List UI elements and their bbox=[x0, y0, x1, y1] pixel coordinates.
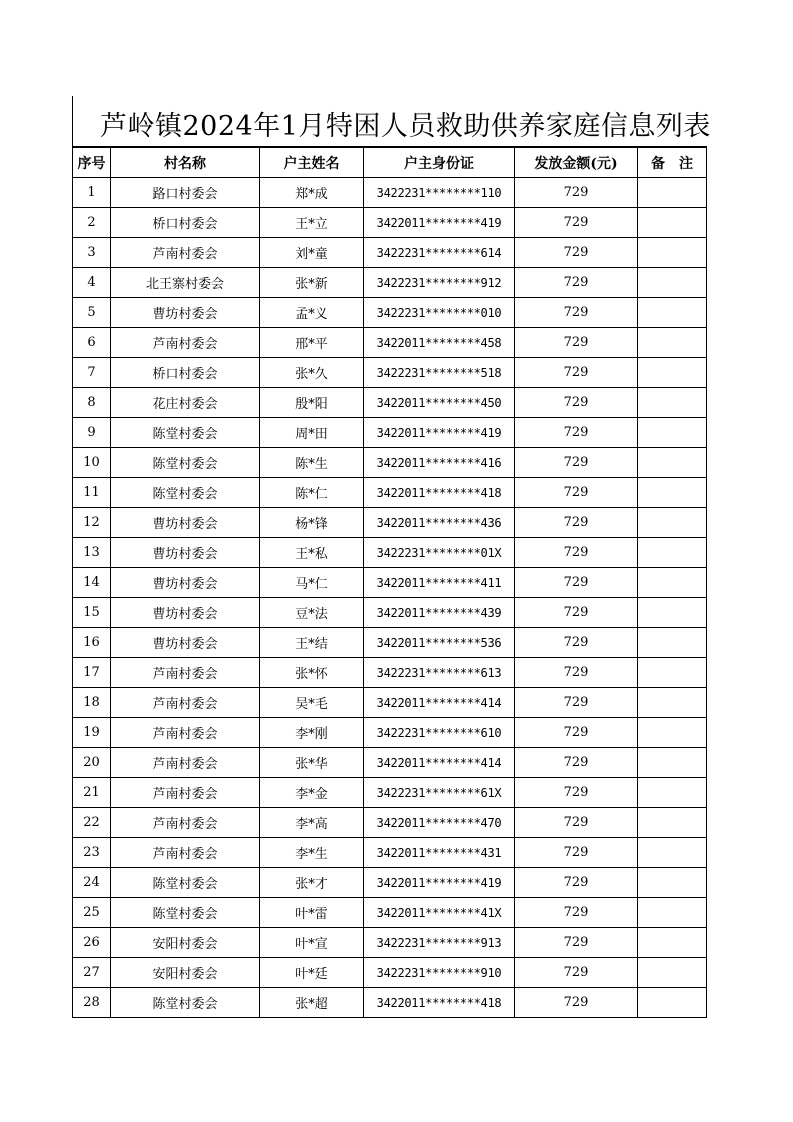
cell-id: 3422011********418 bbox=[364, 478, 515, 508]
cell-amount: 729 bbox=[515, 178, 638, 208]
table-row bbox=[73, 478, 707, 508]
table-row bbox=[73, 898, 707, 928]
cell-name: 李*高 bbox=[260, 808, 364, 838]
cell-village: 芦南村委会 bbox=[111, 838, 260, 868]
cell-id: 3422231********613 bbox=[364, 658, 515, 688]
cell-amount: 729 bbox=[515, 628, 638, 658]
cell-note bbox=[638, 418, 707, 448]
cell-note bbox=[638, 358, 707, 388]
table-row bbox=[73, 238, 707, 268]
cell-village: 芦南村委会 bbox=[111, 718, 260, 748]
header-name: 户主姓名 bbox=[260, 147, 364, 178]
cell-village: 芦南村委会 bbox=[111, 688, 260, 718]
cell-note bbox=[638, 778, 707, 808]
cell-village: 路口村委会 bbox=[111, 178, 260, 208]
cell-seq: 8 bbox=[73, 388, 111, 418]
cell-name: 张*怀 bbox=[260, 658, 364, 688]
cell-id: 3422231********110 bbox=[364, 178, 515, 208]
cell-note bbox=[638, 208, 707, 238]
cell-name: 张*超 bbox=[260, 988, 364, 1018]
table-row bbox=[73, 838, 707, 868]
page-title: 芦岭镇2024年1月特困人员救助供养家庭信息列表 bbox=[100, 111, 711, 142]
cell-name: 张*才 bbox=[260, 868, 364, 898]
cell-name: 马*仁 bbox=[260, 568, 364, 598]
cell-amount: 729 bbox=[515, 598, 638, 628]
cell-seq: 27 bbox=[73, 958, 111, 988]
cell-village: 芦南村委会 bbox=[111, 748, 260, 778]
cell-village: 曹坊村委会 bbox=[111, 628, 260, 658]
table-row bbox=[73, 688, 707, 718]
cell-amount: 729 bbox=[515, 898, 638, 928]
table-row bbox=[73, 568, 707, 598]
cell-id: 3422231********610 bbox=[364, 718, 515, 748]
cell-name: 郑*成 bbox=[260, 178, 364, 208]
cell-id: 3422231********61X bbox=[364, 778, 515, 808]
cell-name: 李*生 bbox=[260, 838, 364, 868]
cell-village: 曹坊村委会 bbox=[111, 598, 260, 628]
cell-village: 桥口村委会 bbox=[111, 358, 260, 388]
cell-amount: 729 bbox=[515, 388, 638, 418]
cell-village: 安阳村委会 bbox=[111, 928, 260, 958]
cell-note bbox=[638, 658, 707, 688]
cell-id: 3422011********431 bbox=[364, 838, 515, 868]
cell-name: 殷*阳 bbox=[260, 388, 364, 418]
cell-village: 曹坊村委会 bbox=[111, 538, 260, 568]
cell-amount: 729 bbox=[515, 838, 638, 868]
cell-amount: 729 bbox=[515, 958, 638, 988]
table-row bbox=[73, 808, 707, 838]
cell-note bbox=[638, 838, 707, 868]
cell-amount: 729 bbox=[515, 568, 638, 598]
cell-id: 3422231********010 bbox=[364, 298, 515, 328]
cell-seq: 16 bbox=[73, 628, 111, 658]
cell-name: 张*久 bbox=[260, 358, 364, 388]
cell-amount: 729 bbox=[515, 298, 638, 328]
cell-amount: 729 bbox=[515, 538, 638, 568]
table-row bbox=[73, 298, 707, 328]
cell-seq: 2 bbox=[73, 208, 111, 238]
cell-seq: 14 bbox=[73, 568, 111, 598]
cell-seq: 1 bbox=[73, 178, 111, 208]
cell-id: 3422231********913 bbox=[364, 928, 515, 958]
cell-name: 叶*廷 bbox=[260, 958, 364, 988]
table-row bbox=[73, 868, 707, 898]
cell-name: 陈*仁 bbox=[260, 478, 364, 508]
cell-note bbox=[638, 268, 707, 298]
cell-note bbox=[638, 718, 707, 748]
cell-id: 3422231********01X bbox=[364, 538, 515, 568]
cell-note bbox=[638, 178, 707, 208]
cell-note bbox=[638, 988, 707, 1018]
cell-id: 3422011********416 bbox=[364, 448, 515, 478]
cell-village: 陈堂村委会 bbox=[111, 898, 260, 928]
cell-name: 叶*宣 bbox=[260, 928, 364, 958]
cell-note bbox=[638, 868, 707, 898]
table-row bbox=[73, 178, 707, 208]
header-row bbox=[73, 147, 707, 178]
cell-id: 3422011********419 bbox=[364, 418, 515, 448]
cell-id: 3422011********411 bbox=[364, 568, 515, 598]
cell-seq: 15 bbox=[73, 598, 111, 628]
cell-amount: 729 bbox=[515, 658, 638, 688]
cell-note bbox=[638, 298, 707, 328]
header-amount: 发放金额(元) bbox=[515, 147, 638, 178]
cell-note bbox=[638, 388, 707, 418]
cell-seq: 3 bbox=[73, 238, 111, 268]
table-row bbox=[73, 598, 707, 628]
cell-seq: 20 bbox=[73, 748, 111, 778]
table-row bbox=[73, 538, 707, 568]
header-note: 备 注 bbox=[638, 147, 707, 178]
cell-id: 3422011********419 bbox=[364, 208, 515, 238]
cell-village: 芦南村委会 bbox=[111, 238, 260, 268]
table-row bbox=[73, 958, 707, 988]
cell-id: 3422011********439 bbox=[364, 598, 515, 628]
cell-note bbox=[638, 328, 707, 358]
cell-seq: 5 bbox=[73, 298, 111, 328]
cell-id: 3422011********450 bbox=[364, 388, 515, 418]
cell-seq: 12 bbox=[73, 508, 111, 538]
cell-name: 吴*毛 bbox=[260, 688, 364, 718]
cell-note bbox=[638, 238, 707, 268]
cell-name: 杨*锋 bbox=[260, 508, 364, 538]
cell-id: 3422011********536 bbox=[364, 628, 515, 658]
cell-amount: 729 bbox=[515, 448, 638, 478]
cell-name: 张*新 bbox=[260, 268, 364, 298]
cell-id: 3422011********414 bbox=[364, 748, 515, 778]
cell-seq: 26 bbox=[73, 928, 111, 958]
cell-seq: 6 bbox=[73, 328, 111, 358]
cell-id: 3422011********414 bbox=[364, 688, 515, 718]
cell-amount: 729 bbox=[515, 718, 638, 748]
cell-village: 陈堂村委会 bbox=[111, 988, 260, 1018]
cell-village: 芦南村委会 bbox=[111, 658, 260, 688]
cell-name: 孟*义 bbox=[260, 298, 364, 328]
cell-amount: 729 bbox=[515, 328, 638, 358]
cell-village: 安阳村委会 bbox=[111, 958, 260, 988]
header-village: 村名称 bbox=[111, 147, 260, 178]
cell-seq: 25 bbox=[73, 898, 111, 928]
cell-village: 北王寨村委会 bbox=[111, 268, 260, 298]
cell-id: 3422011********458 bbox=[364, 328, 515, 358]
cell-note bbox=[638, 958, 707, 988]
cell-id: 3422011********436 bbox=[364, 508, 515, 538]
table-row bbox=[73, 628, 707, 658]
cell-note bbox=[638, 478, 707, 508]
cell-note bbox=[638, 898, 707, 928]
relief-table bbox=[72, 146, 707, 1018]
table-row bbox=[73, 988, 707, 1018]
cell-amount: 729 bbox=[515, 208, 638, 238]
cell-amount: 729 bbox=[515, 928, 638, 958]
cell-name: 叶*雷 bbox=[260, 898, 364, 928]
table-row bbox=[73, 208, 707, 238]
cell-name: 李*金 bbox=[260, 778, 364, 808]
cell-seq: 7 bbox=[73, 358, 111, 388]
cell-village: 芦南村委会 bbox=[111, 808, 260, 838]
cell-village: 曹坊村委会 bbox=[111, 568, 260, 598]
cell-amount: 729 bbox=[515, 808, 638, 838]
cell-name: 李*刚 bbox=[260, 718, 364, 748]
table-row bbox=[73, 928, 707, 958]
header-seq: 序号 bbox=[73, 147, 111, 178]
cell-seq: 22 bbox=[73, 808, 111, 838]
table-row bbox=[73, 358, 707, 388]
cell-amount: 729 bbox=[515, 868, 638, 898]
cell-seq: 9 bbox=[73, 418, 111, 448]
cell-village: 曹坊村委会 bbox=[111, 298, 260, 328]
cell-amount: 729 bbox=[515, 478, 638, 508]
cell-village: 曹坊村委会 bbox=[111, 508, 260, 538]
table-row bbox=[73, 748, 707, 778]
cell-id: 3422231********518 bbox=[364, 358, 515, 388]
cell-seq: 19 bbox=[73, 718, 111, 748]
cell-amount: 729 bbox=[515, 238, 638, 268]
cell-seq: 4 bbox=[73, 268, 111, 298]
cell-village: 陈堂村委会 bbox=[111, 418, 260, 448]
cell-note bbox=[638, 598, 707, 628]
cell-note bbox=[638, 538, 707, 568]
cell-village: 陈堂村委会 bbox=[111, 448, 260, 478]
cell-seq: 23 bbox=[73, 838, 111, 868]
cell-id: 3422231********614 bbox=[364, 238, 515, 268]
cell-name: 陈*生 bbox=[260, 448, 364, 478]
cell-seq: 21 bbox=[73, 778, 111, 808]
cell-note bbox=[638, 448, 707, 478]
header-id: 户主身份证 bbox=[364, 147, 515, 178]
cell-name: 王*立 bbox=[260, 208, 364, 238]
cell-seq: 17 bbox=[73, 658, 111, 688]
cell-note bbox=[638, 808, 707, 838]
cell-id: 3422011********41X bbox=[364, 898, 515, 928]
cell-seq: 28 bbox=[73, 988, 111, 1018]
table-row bbox=[73, 268, 707, 298]
cell-amount: 729 bbox=[515, 508, 638, 538]
cell-note bbox=[638, 508, 707, 538]
cell-name: 邢*平 bbox=[260, 328, 364, 358]
cell-seq: 24 bbox=[73, 868, 111, 898]
cell-seq: 18 bbox=[73, 688, 111, 718]
cell-village: 陈堂村委会 bbox=[111, 478, 260, 508]
cell-amount: 729 bbox=[515, 748, 638, 778]
table-row bbox=[73, 388, 707, 418]
cell-amount: 729 bbox=[515, 988, 638, 1018]
cell-name: 王*私 bbox=[260, 538, 364, 568]
cell-id: 3422011********419 bbox=[364, 868, 515, 898]
cell-name: 周*田 bbox=[260, 418, 364, 448]
cell-name: 王*结 bbox=[260, 628, 364, 658]
cell-id: 3422231********910 bbox=[364, 958, 515, 988]
cell-seq: 13 bbox=[73, 538, 111, 568]
cell-name: 张*华 bbox=[260, 748, 364, 778]
cell-village: 桥口村委会 bbox=[111, 208, 260, 238]
cell-seq: 11 bbox=[73, 478, 111, 508]
cell-village: 芦南村委会 bbox=[111, 328, 260, 358]
table-row bbox=[73, 328, 707, 358]
cell-seq: 10 bbox=[73, 448, 111, 478]
cell-id: 3422231********912 bbox=[364, 268, 515, 298]
cell-amount: 729 bbox=[515, 268, 638, 298]
cell-amount: 729 bbox=[515, 418, 638, 448]
cell-note bbox=[638, 628, 707, 658]
cell-amount: 729 bbox=[515, 358, 638, 388]
table-row bbox=[73, 658, 707, 688]
cell-village: 花庄村委会 bbox=[111, 388, 260, 418]
table-row bbox=[73, 778, 707, 808]
cell-name: 豆*法 bbox=[260, 598, 364, 628]
cell-id: 3422011********470 bbox=[364, 808, 515, 838]
cell-note bbox=[638, 928, 707, 958]
table-row bbox=[73, 718, 707, 748]
cell-note bbox=[638, 568, 707, 598]
cell-id: 3422011********418 bbox=[364, 988, 515, 1018]
table-row bbox=[73, 508, 707, 538]
cell-name: 刘*童 bbox=[260, 238, 364, 268]
cell-note bbox=[638, 688, 707, 718]
table-row bbox=[73, 418, 707, 448]
cell-amount: 729 bbox=[515, 688, 638, 718]
cell-amount: 729 bbox=[515, 778, 638, 808]
cell-note bbox=[638, 748, 707, 778]
table-row bbox=[73, 448, 707, 478]
cell-village: 芦南村委会 bbox=[111, 778, 260, 808]
cell-village: 陈堂村委会 bbox=[111, 868, 260, 898]
